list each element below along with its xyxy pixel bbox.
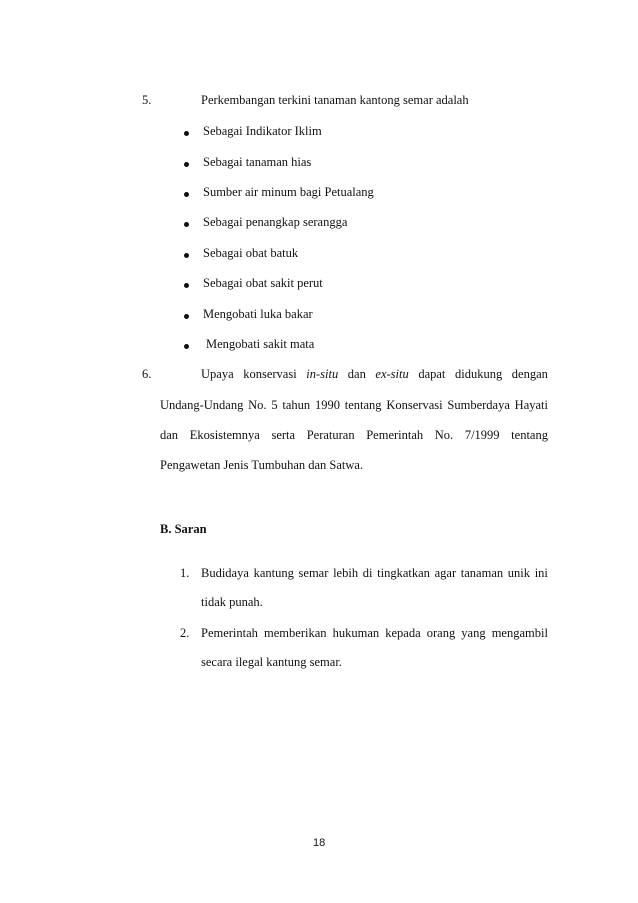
word: 5 — [271, 398, 278, 412]
word: No. — [434, 428, 454, 442]
word: lebih — [333, 566, 359, 580]
word: unik — [507, 566, 531, 580]
word: Sumberdaya — [447, 398, 510, 412]
item-5-text: Perkembangan terkini tanaman kantong semar adalah — [201, 93, 469, 107]
word: orang — [426, 626, 456, 640]
word: semar — [298, 566, 329, 580]
word: mengambil — [491, 626, 548, 640]
bullet-text: Mengobati sakit mata — [206, 337, 315, 351]
word: konservasi — [243, 367, 297, 381]
word: kepada — [385, 626, 421, 640]
word: Pemerintah — [366, 428, 424, 442]
item-6-line-4: Pengawetan Jenis Tumbuhan dan Satwa. — [160, 458, 364, 472]
word: tanaman — [460, 566, 504, 580]
word: yang — [461, 626, 486, 640]
bullet-dot — [184, 192, 189, 197]
saran-item-1-number: 1. — [180, 566, 190, 580]
bullet-text: Sebagai obat batuk — [203, 246, 299, 260]
saran-item-2-number: 2. — [180, 626, 190, 640]
bullet-dot — [184, 253, 189, 258]
bullet-dot — [184, 162, 189, 167]
word: Upaya — [201, 367, 234, 381]
saran-item-1-line-2: tidak punah. — [201, 595, 263, 609]
bullet-dot — [184, 344, 189, 349]
word: tahun — [282, 398, 311, 412]
item-6-line-3 — [160, 428, 548, 443]
word: kantung — [253, 566, 294, 580]
word: ex-situ — [375, 367, 409, 381]
saran-item-1-line-1 — [201, 566, 548, 581]
word: serta — [271, 428, 296, 442]
bullet-text: Mengobati luka bakar — [203, 307, 313, 321]
word: didukung — [454, 367, 503, 381]
word: dan — [160, 428, 179, 442]
bullet-text: Sebagai penangkap serangga — [203, 215, 348, 229]
bullet-dot — [184, 131, 189, 136]
word: ini — [534, 566, 548, 580]
item-6-number: 6. — [142, 367, 152, 381]
word: in-situ — [306, 367, 339, 381]
item-6-line-2 — [160, 398, 548, 413]
saran-item-2-line-2: secara ilegal kantung semar. — [201, 655, 342, 669]
word: Hayati — [514, 398, 548, 412]
bullet-dot — [184, 283, 189, 288]
word: Ekosistemnya — [189, 428, 260, 442]
bullet-text: Sebagai obat sakit perut — [203, 276, 323, 290]
page-number: 18 — [313, 837, 326, 849]
word: dapat — [418, 367, 446, 381]
word: 7/1999 — [464, 428, 500, 442]
bullet-text: Sebagai Indikator Iklim — [203, 124, 322, 138]
saran-item-2-line-1 — [201, 626, 548, 641]
word: dengan — [511, 367, 548, 381]
word: Budidaya — [201, 566, 249, 580]
word: agar — [434, 566, 457, 580]
word: di — [362, 566, 373, 580]
word: No. — [248, 398, 267, 412]
word: Konservasi — [386, 398, 443, 412]
word: Pemerintah — [201, 626, 258, 640]
saran-heading: B. Saran — [160, 522, 207, 536]
word: tentang — [344, 398, 382, 412]
word: Undang-Undang — [160, 398, 244, 412]
word: memberikan — [264, 626, 327, 640]
word: tentang — [511, 428, 548, 442]
item-6-line-1 — [201, 367, 548, 382]
word: tingkatkan — [377, 566, 430, 580]
item-5-number: 5. — [142, 93, 152, 107]
bullet-dot — [184, 222, 189, 227]
word: hukuman — [332, 626, 380, 640]
word: Peraturan — [306, 428, 355, 442]
word: 1990 — [314, 398, 340, 412]
word: dan — [347, 367, 366, 381]
bullet-text: Sebagai tanaman hias — [203, 155, 312, 169]
bullet-text: Sumber air minum bagi Petualang — [203, 185, 374, 199]
bullet-dot — [184, 314, 189, 319]
